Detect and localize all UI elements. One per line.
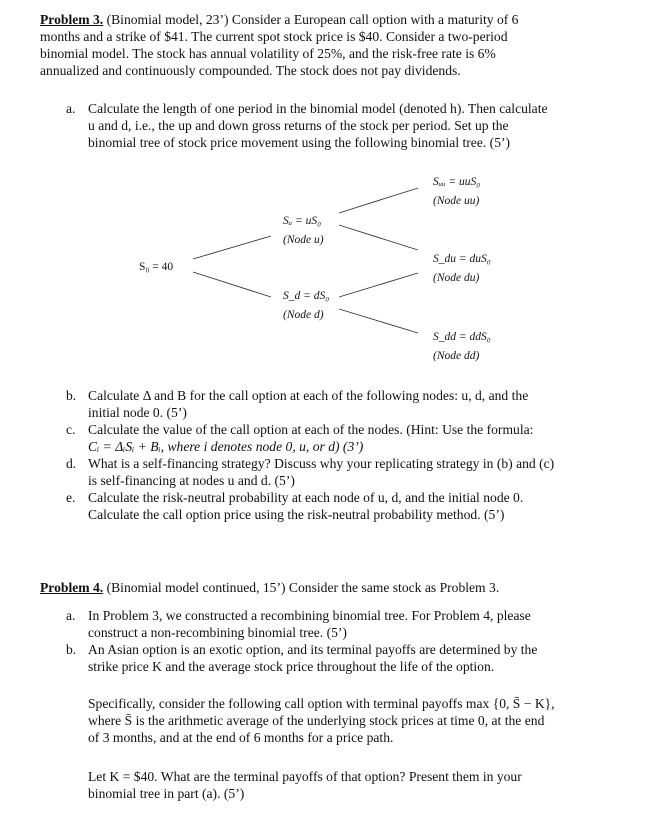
part-label: b.	[66, 388, 77, 403]
problem4-part-a	[66, 607, 537, 641]
text-line: In Problem 3, we constructed a recombining binomial tree. For Problem 4, please	[88, 608, 531, 623]
tree-node-uu	[433, 173, 480, 211]
text-line: strike price K and the average stock price throughout the life of the option.	[88, 659, 495, 674]
text-line: Calculate the value of the call option at each of the nodes. (Hint: Use the formula:	[88, 422, 534, 437]
problem4-specifically-paragraph	[88, 695, 555, 746]
part-label: e.	[66, 490, 76, 505]
text-line: binomial model. The stock has annual volatility of 25%, and the risk-free rate is 6%	[40, 46, 496, 61]
problem3-part-e	[66, 489, 554, 523]
branch-line	[193, 236, 271, 259]
text-line: What is a self-financing strategy? Discuss why your replicating strategy in (b) and (c)	[88, 456, 555, 471]
problem4-heading: Problem 4.	[40, 580, 104, 595]
part-label: b.	[66, 642, 77, 657]
tree-node-u	[283, 212, 324, 250]
node-formula: Sᵤᵤ = uuS₀	[433, 176, 481, 188]
problem4-parts	[66, 607, 537, 675]
part-label: a.	[66, 101, 76, 116]
text-line: An Asian option is an exotic option, and its terminal payoffs are determined by the	[88, 642, 538, 657]
text-span: (Binomial model, 23’) Consider a European call option with a maturity of 6	[103, 12, 519, 27]
branch-line	[339, 225, 418, 250]
text-line: Calculate Δ and B for the call option at each of the following nodes: u, d, and the	[88, 388, 529, 403]
text-line: Cᵢ = ΔᵢSᵢ + Bᵢ, where i denotes node 0, u, or d) (3’)	[88, 439, 364, 454]
part-label: d.	[66, 456, 77, 471]
node-formula: S_d = dS₀	[283, 290, 330, 302]
problem3-part-c	[66, 421, 554, 455]
problem3-parts-b-e	[66, 387, 554, 523]
problem3-heading: Problem 3.	[40, 12, 104, 27]
node-label: (Node uu)	[433, 195, 480, 207]
problem4-question-paragraph	[88, 768, 522, 802]
branch-line	[339, 273, 418, 297]
text-line: binomial tree of stock price movement using the following binomial tree. (5’)	[88, 135, 511, 150]
text-span: (Binomial model continued, 15’) Consider the same stock as Problem 3.	[103, 580, 500, 595]
text-line: binomial tree in part (a). (5’)	[88, 786, 245, 801]
problem4-intro	[40, 579, 499, 596]
text-line: Specifically, consider the following call option with terminal payoffs max {0, S̄ − K},	[88, 696, 555, 711]
text-line: construct a non-recombining binomial tree. (5’)	[88, 625, 347, 640]
text-line: Calculate the length of one period in the binomial model (denoted h). Then calculate	[88, 101, 548, 116]
node-formula: Sᵤ = uS₀	[283, 215, 322, 227]
text-line: Calculate the risk-neutral probability at each node of u, d, and the initial node 0.	[88, 490, 524, 505]
text-line: Let K = $40. What are the terminal payoffs of that option? Present them in your	[88, 769, 522, 784]
text-line	[40, 579, 499, 596]
node-label: (Node d)	[283, 309, 324, 321]
text-line: annualized and continuously compounded. The stock does not pay dividends.	[40, 63, 461, 78]
problem4-part-b	[66, 641, 537, 675]
part-label: c.	[66, 422, 76, 437]
problem3-part-b	[66, 387, 554, 421]
part-label: a.	[66, 608, 76, 623]
text-line: months and a strike of $41. The current spot stock price is $40. Consider a two-period	[40, 29, 508, 44]
node-label: (Node du)	[433, 272, 480, 284]
tree-node-du	[433, 250, 491, 288]
branch-line	[339, 188, 418, 213]
node-label: (Node u)	[283, 234, 324, 246]
branch-line	[193, 272, 271, 297]
node-formula: S_dd = ddS₀	[433, 331, 491, 343]
text-line: initial node 0. (5’)	[88, 405, 187, 420]
text-line: Calculate the call option price using the risk-neutral probability method. (5’)	[88, 507, 505, 522]
tree-node-d	[283, 287, 329, 325]
tree-node-0: S₀ = 40	[139, 261, 174, 273]
tree-node-dd	[433, 328, 491, 366]
text-line: of 3 months, and at the end of 6 months for a price path.	[88, 730, 394, 745]
node-label: (Node dd)	[433, 350, 480, 362]
text-line: u and d, i.e., the up and down gross returns of the stock per period. Set up the	[88, 118, 509, 133]
text-line: where S̄ is the arithmetic average of the underlying stock prices at time 0, at the end	[88, 713, 545, 728]
node-formula: S_du = duS₀	[433, 253, 491, 265]
problem3-part-d	[66, 455, 554, 489]
branch-line	[339, 309, 418, 333]
text-line: is self-financing at nodes u and d. (5’)	[88, 473, 295, 488]
